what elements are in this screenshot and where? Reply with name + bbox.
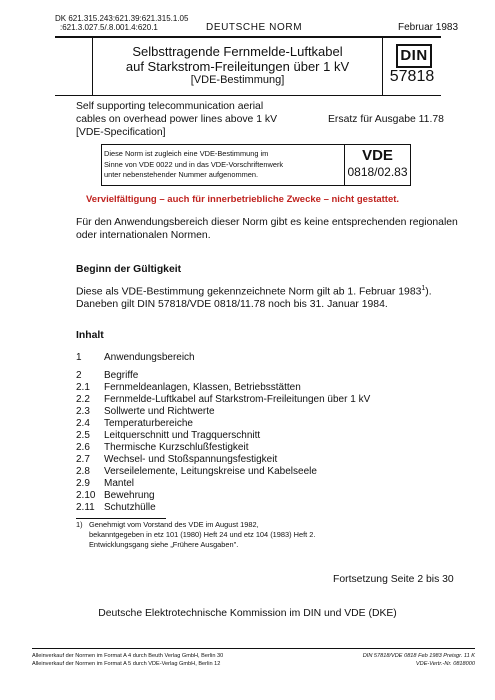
toc-item xyxy=(76,454,277,466)
toc-item-label: Begriffe xyxy=(104,370,139,381)
footnote-marker: 1) xyxy=(76,520,83,529)
toc-item xyxy=(76,352,195,364)
footer-right xyxy=(300,652,475,668)
copy-warning: Vervielfältigung – auch für innerbetriebliche Zwecke – nicht gestattet. xyxy=(86,194,400,205)
din-logo-text: DIN xyxy=(400,47,428,64)
vde-label: VDE xyxy=(362,147,393,164)
toc-heading: Inhalt xyxy=(76,330,104,341)
intro-paragraph xyxy=(76,216,458,242)
title-line-1: Selbsttragende Fernmelde-Luftkabel xyxy=(132,44,343,59)
validity-paragraph xyxy=(76,282,432,311)
toc-item-number: 2 xyxy=(76,370,82,381)
vde-box xyxy=(101,144,411,186)
toc-item xyxy=(76,466,317,478)
title-line-3: [VDE-Bestimmung] xyxy=(190,74,285,86)
footer-right-line-1: DIN 57818/VDE 0818 Feb 1983 Preisgr. 11 K xyxy=(362,653,475,659)
document-title xyxy=(93,44,382,87)
english-title xyxy=(76,100,277,139)
toc-item xyxy=(76,370,138,382)
toc-item-label: Anwendungsbereich xyxy=(104,352,195,363)
title-right-divider xyxy=(382,37,383,95)
toc-item-number: 2.9 xyxy=(76,478,90,489)
toc-item-number: 2.1 xyxy=(76,382,90,393)
validity-heading: Beginn der Gültigkeit xyxy=(76,264,182,275)
vde-number: 0818/02.83 xyxy=(347,165,408,179)
toc-item-number: 2.4 xyxy=(76,418,90,429)
english-line-1: Self supporting telecommunication aerial xyxy=(76,101,264,112)
footnote-line-1: Genehmigt vom Vorstand des VDE im August 1982, xyxy=(89,520,259,529)
toc-item-number: 2.3 xyxy=(76,406,90,417)
title-line-2: auf Starkstrom-Freileitungen über 1 kV xyxy=(125,59,350,74)
footnote xyxy=(76,520,315,550)
vde-box-text xyxy=(104,149,340,181)
toc-item-number: 2.5 xyxy=(76,430,90,441)
validity-line-2: Daneben gilt DIN 57818/VDE 0818/11.78 noch bis 31. Januar 1984. xyxy=(76,299,388,311)
toc-item-label: Thermische Kurzschlußfestigkeit xyxy=(104,442,249,453)
footnote-line-3: Entwicklungsgang siehe „Frühere Ausgaben". xyxy=(89,540,239,549)
toc-item xyxy=(76,418,193,430)
toc-item xyxy=(76,406,215,418)
footer-left-line-2: Alleinverkauf der Normen im Format A 5 durch VDE-Verlag GmbH, Berlin 12 xyxy=(32,661,221,667)
footer-right-line-2: VDE-Vertr.-Nr. 0818000 xyxy=(415,661,475,667)
toc-item xyxy=(76,490,155,502)
validity-line-1-end: ). xyxy=(425,286,432,298)
replacement-note: Ersatz für Ausgabe 11.78 xyxy=(328,114,444,125)
vde-box-line-3: unter nebenstehender Nummer aufgenommen. xyxy=(104,170,259,179)
header-rule-bottom xyxy=(55,95,441,96)
toc-item-label: Mantel xyxy=(104,478,135,489)
intro-line-1: Für den Anwendungsbereich dieser Norm gibt es keine entsprechenden regionalen xyxy=(76,217,458,228)
dk-classification-2: :621.3.027.5/.8.001.4:620.1 xyxy=(60,23,158,32)
toc-item-label: Wechsel- und Stoßspannungsfestigkeit xyxy=(104,454,278,465)
toc-item xyxy=(76,478,134,490)
toc-item xyxy=(76,442,249,454)
footnote-rule xyxy=(76,518,166,519)
validity-line-1 xyxy=(76,282,432,298)
toc-item-number: 2.8 xyxy=(76,466,90,477)
toc-item-label: Fernmelde-Luftkabel auf Starkstrom-Freileitungen über 1 kV xyxy=(104,394,371,405)
toc-item-label: Verseilelemente, Leitungskreise und Kabelseele xyxy=(104,466,317,477)
toc-item-label: Bewehrung xyxy=(104,490,155,501)
continuation-note: Fortsetzung Seite 2 bis 30 xyxy=(333,574,454,585)
toc-item-label: Leitquerschnitt und Tragquerschnitt xyxy=(104,430,261,441)
toc-item-number: 2.7 xyxy=(76,454,90,465)
footer-left-line-1: Alleinverkauf der Normen im Format A 4 durch Beuth Verlag GmbH, Berlin 30 xyxy=(32,653,224,659)
toc-item xyxy=(76,502,156,514)
vde-box-line-2: Sinne von VDE 0022 und in das VDE-Vorschriftenwerk xyxy=(104,159,284,169)
toc-item-number: 2.2 xyxy=(76,394,90,405)
din-logo xyxy=(396,44,432,68)
toc-item xyxy=(76,394,370,406)
english-line-2: cables on overhead power lines above 1 kV xyxy=(76,114,278,125)
vde-box-line-1: Diese Norm ist zugleich eine VDE-Bestimmung im xyxy=(104,149,269,158)
toc-item-label: Fernmeldeanlagen, Klassen, Betriebsstätten xyxy=(104,382,301,393)
dk-classification-1: DK 621.315.243:621.39:621.315.1.05 xyxy=(55,14,189,23)
issue-date: Februar 1983 xyxy=(398,22,459,33)
toc-item-number: 2.6 xyxy=(76,442,90,453)
commission-line: Deutsche Elektrotechnische Kommission im DIN und VDE (DKE) xyxy=(98,608,397,619)
toc-item xyxy=(76,382,301,394)
norm-label: DEUTSCHE NORM xyxy=(206,22,303,33)
intro-line-2: oder internationalen Normen. xyxy=(76,230,211,241)
footnote-reference: 1 xyxy=(421,285,426,292)
header-rule-top xyxy=(55,36,441,38)
english-line-3: [VDE-Specification] xyxy=(76,127,166,138)
toc-item-number: 1 xyxy=(76,352,82,363)
din-number: 57818 xyxy=(389,68,435,85)
toc-item-label: Schutzhülle xyxy=(104,502,156,513)
toc-item-number: 2.11 xyxy=(76,502,95,513)
toc-item-number: 2.10 xyxy=(76,490,96,501)
footnote-line-2: bekanntgegeben in etz 101 (1980) Heft 24 und etz 104 (1983) Heft 2. xyxy=(89,530,316,539)
validity-line-1-text: Diese als VDE-Bestimmung gekennzeichnete Norm gilt ab 1. Februar 1983 xyxy=(76,286,422,298)
toc-item-label: Temperaturbereiche xyxy=(104,418,193,429)
toc-item xyxy=(76,430,260,442)
toc-item-label: Sollwerte und Richtwerte xyxy=(104,406,215,417)
footer-rule xyxy=(32,648,475,649)
footer-left xyxy=(32,652,223,668)
